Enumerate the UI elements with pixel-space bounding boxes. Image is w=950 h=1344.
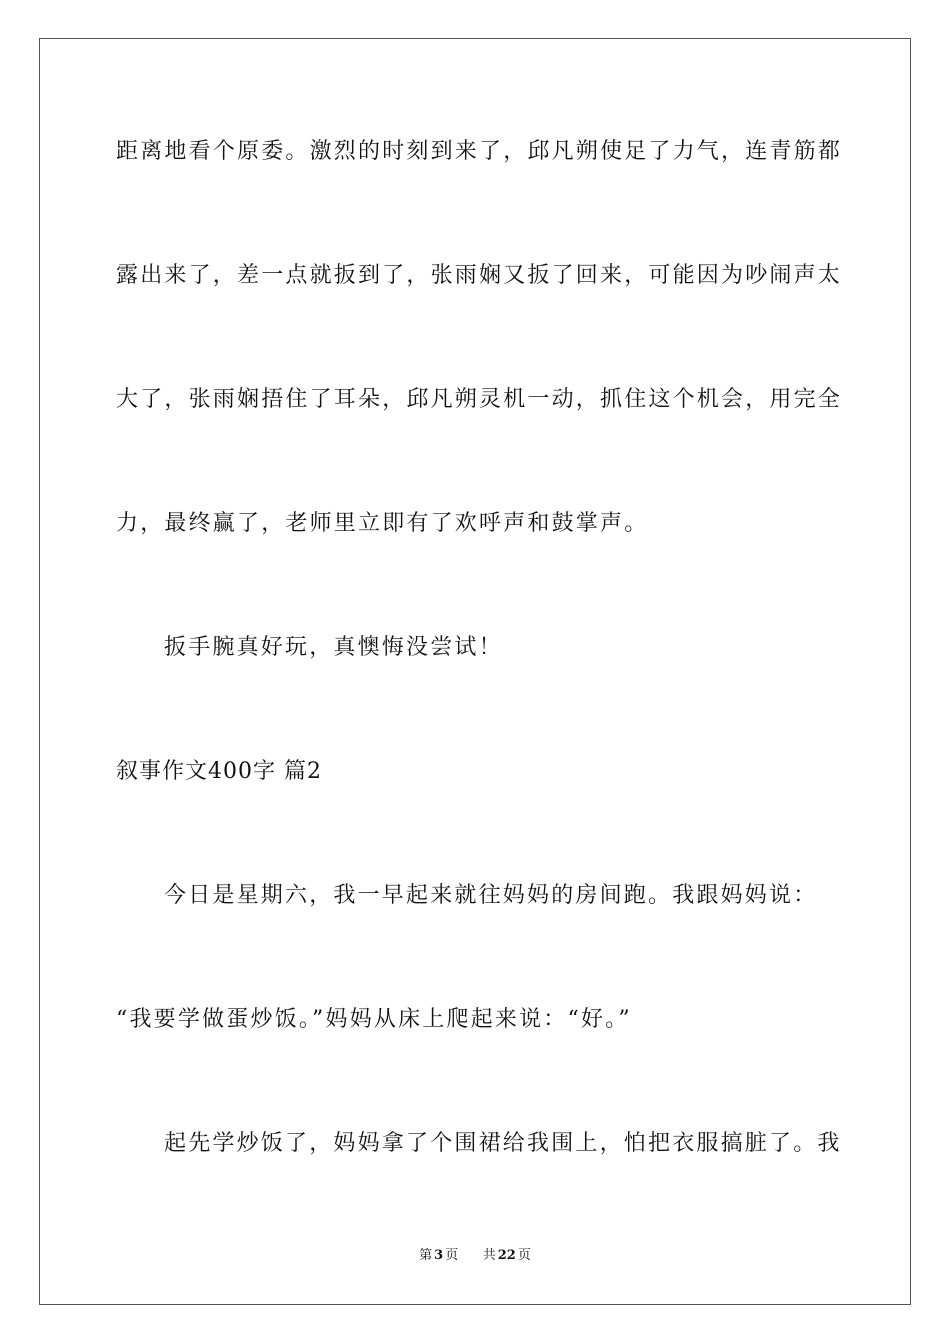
paragraph-line-7: “我要学做蛋炒饭。”妈妈从床上爬起来说：“好。” — [116, 1007, 632, 1032]
page-indicator — [417, 1248, 464, 1263]
total-suffix: 页 — [517, 1248, 531, 1263]
paragraph-line-3: 大了，张雨娴捂住了耳朵，邱凡朔灵机一动，抓住这个机会，用完全 — [116, 387, 843, 412]
paragraph-line-8: 起先学炒饭了，妈妈拿了个围裙给我围上，怕把衣服搞脏了。我 — [164, 1131, 842, 1156]
paragraph-line-1: 距离地看个原委。激烈的时刻到来了，邱凡朔使足了力气，连青筋都 — [116, 139, 843, 164]
total-prefix: 共 — [482, 1248, 496, 1263]
total-pages-indicator — [481, 1248, 533, 1263]
section-heading: 叙事作文400字 篇2 — [116, 759, 322, 784]
page-footer — [0, 1247, 950, 1265]
page-border — [39, 38, 911, 1305]
page-number: 3 — [434, 1248, 444, 1263]
paragraph-line-2: 露出来了，差一点就扳到了，张雨娴又扳了回来，可能因为吵闹声太 — [116, 263, 843, 288]
page-suffix: 页 — [445, 1248, 459, 1263]
paragraph-line-6: 今日是星期六，我一早起来就往妈妈的房间跑。我跟妈妈说： — [164, 883, 818, 908]
paragraph-line-5: 扳手腕真好玩，真懊悔没尝试！ — [164, 635, 503, 660]
total-pages: 22 — [497, 1248, 516, 1263]
paragraph-line-4: 力，最终赢了，老师里立即有了欢呼声和鼓掌声。 — [116, 511, 649, 536]
page-prefix: 第 — [419, 1248, 433, 1263]
